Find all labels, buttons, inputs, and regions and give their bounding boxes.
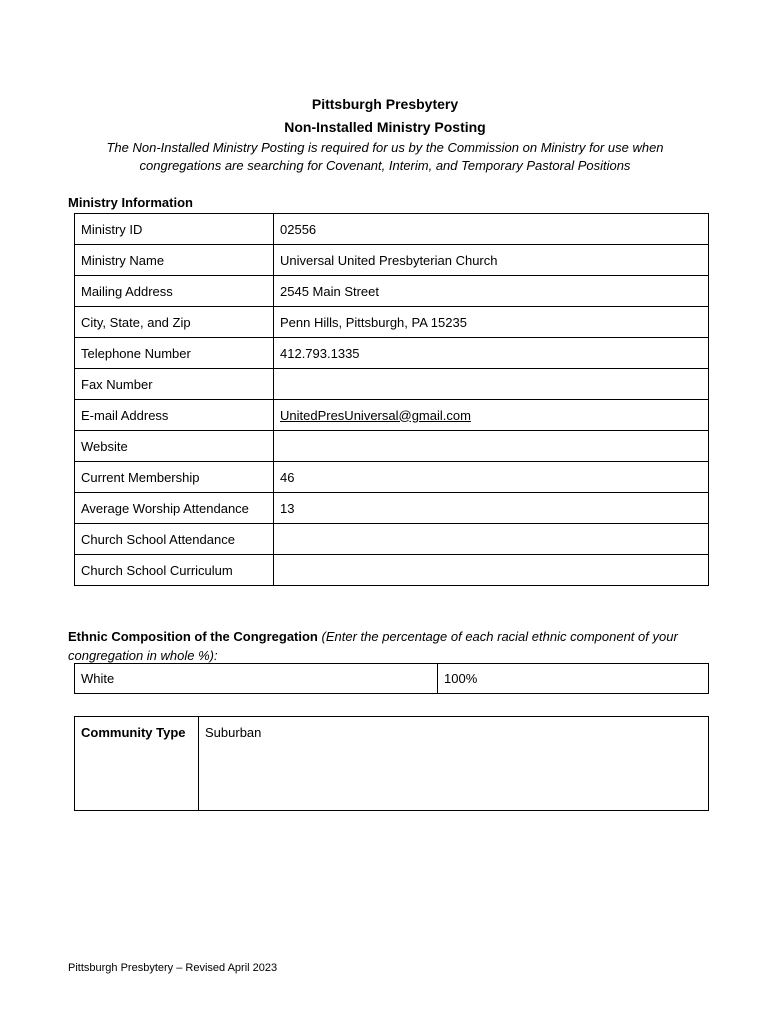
- table-row: [75, 307, 709, 338]
- ethnic-note-line2: congregation in whole %):: [68, 648, 218, 663]
- form-title: Non-Installed Ministry Posting: [284, 119, 486, 135]
- telephone-label: Telephone Number: [75, 338, 274, 369]
- ministry-name-value[interactable]: Universal United Presbyterian Church: [274, 245, 709, 276]
- school-attendance-value[interactable]: [274, 524, 709, 555]
- ethnic-section-heading: [68, 627, 718, 665]
- form-subtitle-line2: congregations are searching for Covenant, Interim, and Temporary Pastoral Positions: [139, 158, 631, 173]
- table-row: [75, 400, 709, 431]
- worship-attendance-value[interactable]: 13: [274, 493, 709, 524]
- ministry-info-table: [74, 213, 709, 586]
- table-row: [75, 664, 709, 694]
- table-row: [75, 717, 709, 811]
- website-value[interactable]: [274, 431, 709, 462]
- table-row: [75, 462, 709, 493]
- ethnic-composition-table: [74, 663, 709, 694]
- membership-value[interactable]: 46: [274, 462, 709, 493]
- ethnic-section-title: Ethnic Composition of the Congregation: [68, 629, 318, 644]
- form-subtitle-line1: The Non-Installed Ministry Posting is required for us by the Commission on Ministry for use when: [106, 140, 664, 155]
- ministry-id-label: Ministry ID: [75, 214, 274, 245]
- fax-value[interactable]: [274, 369, 709, 400]
- table-row: [75, 214, 709, 245]
- fax-label: Fax Number: [75, 369, 274, 400]
- ethnic-note-line1: (Enter the percentage of each racial ethnic component of your: [321, 629, 678, 644]
- community-type-value[interactable]: Suburban: [199, 717, 709, 811]
- city-state-zip-value[interactable]: Penn Hills, Pittsburgh, PA 15235: [274, 307, 709, 338]
- ministry-name-label: Ministry Name: [75, 245, 274, 276]
- page-footer: Pittsburgh Presbytery – Revised April 2023: [68, 962, 278, 974]
- email-link[interactable]: UnitedPresUniversal@gmail.com: [274, 400, 709, 431]
- school-curriculum-value[interactable]: [274, 555, 709, 586]
- table-row: [75, 555, 709, 586]
- ethnic-group-percentage[interactable]: 100%: [438, 664, 709, 694]
- telephone-value[interactable]: 412.793.1335: [274, 338, 709, 369]
- table-row: [75, 369, 709, 400]
- community-type-label: Community Type: [75, 717, 199, 811]
- table-row: [75, 431, 709, 462]
- email-label: E-mail Address: [75, 400, 274, 431]
- table-row: [75, 245, 709, 276]
- table-row: [75, 338, 709, 369]
- city-state-zip-label: City, State, and Zip: [75, 307, 274, 338]
- school-attendance-label: Church School Attendance: [75, 524, 274, 555]
- website-label: Website: [75, 431, 274, 462]
- ethnic-group-label: White: [75, 664, 438, 694]
- community-type-table: [74, 716, 709, 811]
- ministry-section-title: Ministry Information: [68, 195, 193, 210]
- table-row: [75, 276, 709, 307]
- mailing-address-label: Mailing Address: [75, 276, 274, 307]
- page-title: Pittsburgh Presbytery: [311, 96, 459, 112]
- table-row: [75, 493, 709, 524]
- school-curriculum-label: Church School Curriculum: [75, 555, 274, 586]
- membership-label: Current Membership: [75, 462, 274, 493]
- table-row: [75, 524, 709, 555]
- ministry-id-value[interactable]: 02556: [274, 214, 709, 245]
- worship-attendance-label: Average Worship Attendance: [75, 493, 274, 524]
- mailing-address-value[interactable]: 2545 Main Street: [274, 276, 709, 307]
